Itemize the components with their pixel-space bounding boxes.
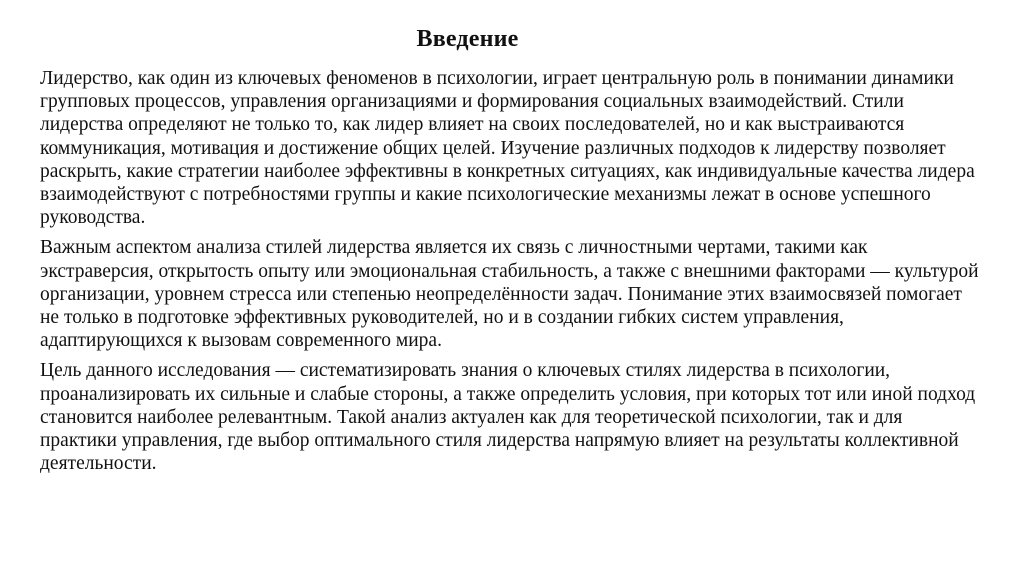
paragraph-intro: Лидерство, как один из ключевых феноменов в психологии, играет центральную роль в понимании динамики групповых процессов, управления организациями и формирования социальных взаимодействий. Стили лидерства определяют не только то, как лидер влияет на своих последователей, но и как выстраиваются коммуникация, мотивация и достижение общих целей. Изучение различных подходов к лидерству позволяет раскрыть, какие стратегии наиболее эффективны в конкретных ситуациях, как индивидуальные качества лидера взаимодействуют с потребностями группы и какие психологические механизмы лежат в основе успешного руководства.	[40, 68, 975, 229]
slide-body	[40, 67, 980, 475]
paragraph-aspects: Важным аспектом анализа стилей лидерства является их связь с личностными чертами, такими как экстраверсия, открытость опыту или эмоциональная стабильность, а также с внешними факторами — культурой организации, уровнем стресса или степенью неопределённости задач. Понимание этих взаимосвязей помогает не только в подготовке эффективных руководителей, но и в создании гибких систем управления, адаптирующихся к вызовам современного мира.	[40, 237, 979, 352]
slide-title: Введение	[416, 26, 519, 52]
paragraph-goal: Цель данного исследования — систематизировать знания о ключевых стилях лидерства в психологии, проанализировать их сильные и слабые стороны, а также определить условия, при которых тот или иной подход становится наиболее релевантным. Такой анализ актуален как для теоретической психологии, так и для практики управления, где выбор оптимального стиля лидерства напрямую влияет на результаты коллективной деятельности.	[40, 360, 976, 475]
